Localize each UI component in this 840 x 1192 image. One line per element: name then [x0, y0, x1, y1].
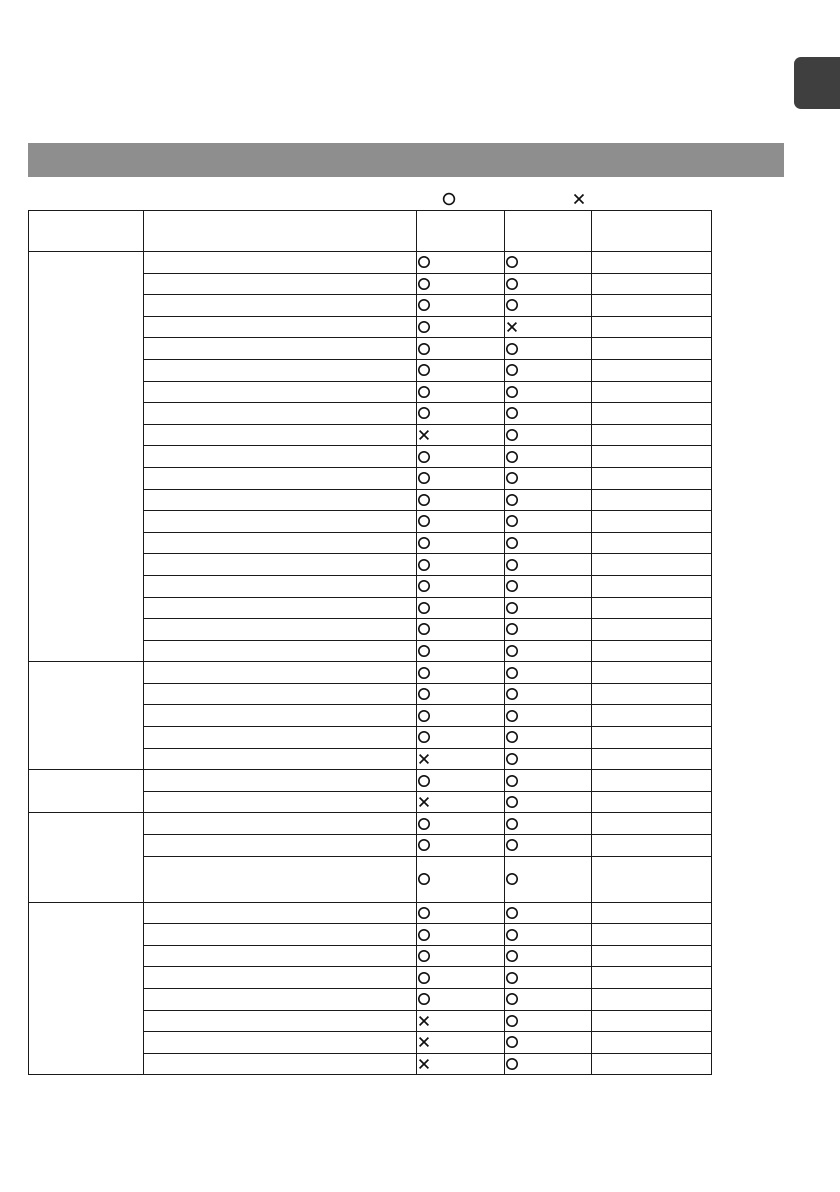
- col2-cell: [505, 727, 592, 749]
- circle-icon: [505, 342, 591, 356]
- feature-cell: [144, 381, 417, 403]
- feature-cell: [144, 1032, 417, 1054]
- note-cell: [592, 511, 712, 533]
- header-category: [29, 211, 144, 252]
- circle-icon: [505, 906, 591, 920]
- col1-cell: [417, 467, 505, 489]
- circle-icon: [417, 872, 504, 886]
- note-cell: [592, 295, 712, 317]
- note-cell: [592, 424, 712, 446]
- col1-cell: [417, 902, 505, 924]
- circle-icon: [505, 622, 591, 636]
- circle-icon: [417, 949, 504, 963]
- note-cell: [592, 446, 712, 468]
- col2-cell: [505, 945, 592, 967]
- col1-cell: [417, 791, 505, 813]
- circle-icon: [505, 971, 591, 985]
- feature-cell: [144, 489, 417, 511]
- col1-cell: [417, 359, 505, 381]
- cross-icon: [417, 752, 504, 766]
- header-col1: [417, 211, 505, 252]
- circle-icon: [417, 666, 504, 680]
- feature-cell: [144, 770, 417, 792]
- col2-cell: [505, 662, 592, 684]
- circle-icon: [417, 514, 504, 528]
- note-cell: [592, 252, 712, 274]
- note-cell: [592, 683, 712, 705]
- col2-cell: [505, 554, 592, 576]
- col1-cell: [417, 424, 505, 446]
- circle-icon: [417, 320, 504, 334]
- col1-cell: [417, 295, 505, 317]
- circle-icon: [505, 601, 591, 615]
- feature-cell: [144, 727, 417, 749]
- cross-icon: [417, 795, 504, 809]
- col1-cell: [417, 446, 505, 468]
- circle-icon: [505, 1014, 591, 1028]
- circle-icon: [417, 342, 504, 356]
- header-note: [592, 211, 712, 252]
- col1-cell: [417, 316, 505, 338]
- note-cell: [592, 924, 712, 946]
- feature-cell: [144, 989, 417, 1011]
- feature-cell: [144, 813, 417, 835]
- table-row: [29, 662, 712, 684]
- cross-icon: [417, 1057, 504, 1071]
- feature-cell: [144, 597, 417, 619]
- col1-cell: [417, 575, 505, 597]
- feature-cell: [144, 467, 417, 489]
- note-cell: [592, 597, 712, 619]
- col2-cell: [505, 575, 592, 597]
- note-cell: [592, 770, 712, 792]
- circle-icon: [505, 385, 591, 399]
- circle-icon: [417, 601, 504, 615]
- col2-cell: [505, 1032, 592, 1054]
- note-cell: [592, 554, 712, 576]
- feature-cell: [144, 967, 417, 989]
- feature-cell: [144, 532, 417, 554]
- note-cell: [592, 273, 712, 295]
- col2-cell: [505, 813, 592, 835]
- note-cell: [592, 381, 712, 403]
- note-cell: [592, 835, 712, 857]
- col1-cell: [417, 683, 505, 705]
- circle-icon: [505, 752, 591, 766]
- legend-available-icon: [441, 191, 457, 207]
- circle-icon: [417, 255, 504, 269]
- circle-icon: [417, 471, 504, 485]
- col1-cell: [417, 662, 505, 684]
- feature-cell: [144, 662, 417, 684]
- col1-cell: [417, 597, 505, 619]
- col1-cell: [417, 489, 505, 511]
- col1-cell: [417, 511, 505, 533]
- note-cell: [592, 856, 712, 902]
- col1-cell: [417, 705, 505, 727]
- circle-icon: [505, 838, 591, 852]
- col2-cell: [505, 381, 592, 403]
- feature-cell: [144, 575, 417, 597]
- feature-cell: [144, 359, 417, 381]
- note-cell: [592, 989, 712, 1011]
- circle-icon: [417, 363, 504, 377]
- circle-icon: [505, 277, 591, 291]
- col1-cell: [417, 252, 505, 274]
- circle-icon: [417, 298, 504, 312]
- col1-cell: [417, 381, 505, 403]
- note-cell: [592, 902, 712, 924]
- col2-cell: [505, 359, 592, 381]
- group-label: [29, 902, 144, 1075]
- circle-icon: [417, 774, 504, 788]
- col2-cell: [505, 748, 592, 770]
- col1-cell: [417, 813, 505, 835]
- circle-icon: [505, 992, 591, 1006]
- col1-cell: [417, 989, 505, 1011]
- table-row: [29, 813, 712, 835]
- col1-cell: [417, 924, 505, 946]
- section-header-bar: [28, 143, 784, 177]
- col1-cell: [417, 273, 505, 295]
- col2-cell: [505, 902, 592, 924]
- circle-icon: [505, 730, 591, 744]
- col1-cell: [417, 1053, 505, 1075]
- feature-cell: [144, 295, 417, 317]
- note-cell: [592, 1010, 712, 1032]
- cross-icon: [417, 1014, 504, 1028]
- note-cell: [592, 619, 712, 641]
- note-cell: [592, 967, 712, 989]
- circle-icon: [505, 1035, 591, 1049]
- note-cell: [592, 640, 712, 662]
- table-row: [29, 902, 712, 924]
- note-cell: [592, 727, 712, 749]
- col1-cell: [417, 856, 505, 902]
- feature-cell: [144, 554, 417, 576]
- note-cell: [592, 359, 712, 381]
- note-cell: [592, 705, 712, 727]
- note-cell: [592, 813, 712, 835]
- feature-cell: [144, 403, 417, 425]
- col2-cell: [505, 338, 592, 360]
- circle-icon: [505, 298, 591, 312]
- feature-cell: [144, 338, 417, 360]
- col1-cell: [417, 338, 505, 360]
- feature-cell: [144, 316, 417, 338]
- feature-cell: [144, 902, 417, 924]
- col2-cell: [505, 683, 592, 705]
- col1-cell: [417, 835, 505, 857]
- feature-cell: [144, 424, 417, 446]
- circle-icon: [417, 579, 504, 593]
- col1-cell: [417, 1032, 505, 1054]
- col1-cell: [417, 532, 505, 554]
- table-header-row: [29, 211, 712, 252]
- feature-cell: [144, 1053, 417, 1075]
- col2-cell: [505, 446, 592, 468]
- header-feature: [144, 211, 417, 252]
- col2-cell: [505, 532, 592, 554]
- circle-icon: [417, 730, 504, 744]
- note-cell: [592, 489, 712, 511]
- col2-cell: [505, 511, 592, 533]
- circle-icon: [417, 838, 504, 852]
- col2-cell: [505, 489, 592, 511]
- circle-icon: [505, 471, 591, 485]
- group-label: [29, 813, 144, 902]
- feature-cell: [144, 619, 417, 641]
- circle-icon: [505, 255, 591, 269]
- circle-icon: [417, 277, 504, 291]
- feature-cell: [144, 856, 417, 902]
- col2-cell: [505, 1053, 592, 1075]
- circle-icon: [417, 817, 504, 831]
- circle-icon: [505, 514, 591, 528]
- cross-icon: [417, 428, 504, 442]
- col2-cell: [505, 856, 592, 902]
- col2-cell: [505, 295, 592, 317]
- circle-icon: [505, 406, 591, 420]
- feature-cell: [144, 748, 417, 770]
- col2-cell: [505, 705, 592, 727]
- circle-icon: [505, 428, 591, 442]
- circle-icon: [417, 644, 504, 658]
- circle-icon: [417, 385, 504, 399]
- feature-cell: [144, 924, 417, 946]
- legend-unavailable-icon: [571, 191, 587, 207]
- group-label: [29, 770, 144, 813]
- circle-icon: [505, 687, 591, 701]
- circle-icon: [417, 406, 504, 420]
- circle-icon: [505, 450, 591, 464]
- feature-cell: [144, 835, 417, 857]
- circle-icon: [417, 906, 504, 920]
- col1-cell: [417, 945, 505, 967]
- col1-cell: [417, 554, 505, 576]
- col1-cell: [417, 748, 505, 770]
- circle-icon: [505, 579, 591, 593]
- note-cell: [592, 467, 712, 489]
- feature-cell: [144, 252, 417, 274]
- feature-cell: [144, 1010, 417, 1032]
- col1-cell: [417, 727, 505, 749]
- col1-cell: [417, 1010, 505, 1032]
- circle-icon: [505, 872, 591, 886]
- circle-icon: [505, 493, 591, 507]
- group-label: [29, 662, 144, 770]
- feature-cell: [144, 511, 417, 533]
- note-cell: [592, 532, 712, 554]
- feature-cell: [144, 945, 417, 967]
- col2-cell: [505, 924, 592, 946]
- compatibility-table: [28, 210, 712, 1075]
- feature-cell: [144, 791, 417, 813]
- col2-cell: [505, 467, 592, 489]
- circle-icon: [417, 971, 504, 985]
- col2-cell: [505, 770, 592, 792]
- circle-icon: [417, 450, 504, 464]
- chapter-tab: [794, 57, 840, 109]
- note-cell: [592, 662, 712, 684]
- circle-icon: [505, 709, 591, 723]
- col2-cell: [505, 1010, 592, 1032]
- circle-icon: [417, 622, 504, 636]
- circle-icon: [417, 928, 504, 942]
- col2-cell: [505, 273, 592, 295]
- col1-cell: [417, 640, 505, 662]
- col1-cell: [417, 403, 505, 425]
- note-cell: [592, 1053, 712, 1075]
- table-row: [29, 252, 712, 274]
- col1-cell: [417, 619, 505, 641]
- col2-cell: [505, 967, 592, 989]
- circle-icon: [505, 928, 591, 942]
- col2-cell: [505, 424, 592, 446]
- circle-icon: [505, 949, 591, 963]
- header-col2: [505, 211, 592, 252]
- feature-cell: [144, 705, 417, 727]
- circle-icon: [417, 992, 504, 1006]
- table-row: [29, 770, 712, 792]
- cross-icon: [505, 320, 591, 334]
- note-cell: [592, 791, 712, 813]
- feature-cell: [144, 273, 417, 295]
- circle-icon: [505, 774, 591, 788]
- circle-icon: [505, 817, 591, 831]
- note-cell: [592, 316, 712, 338]
- col2-cell: [505, 619, 592, 641]
- circle-icon: [417, 493, 504, 507]
- circle-icon: [505, 558, 591, 572]
- circle-icon: [417, 709, 504, 723]
- note-cell: [592, 575, 712, 597]
- circle-icon: [505, 644, 591, 658]
- circle-icon: [417, 558, 504, 572]
- circle-icon: [505, 363, 591, 377]
- note-cell: [592, 748, 712, 770]
- feature-cell: [144, 640, 417, 662]
- note-cell: [592, 1032, 712, 1054]
- feature-cell: [144, 446, 417, 468]
- circle-icon: [417, 687, 504, 701]
- col2-cell: [505, 791, 592, 813]
- col2-cell: [505, 989, 592, 1011]
- note-cell: [592, 338, 712, 360]
- circle-icon: [505, 666, 591, 680]
- col2-cell: [505, 316, 592, 338]
- circle-icon: [505, 795, 591, 809]
- circle-icon: [505, 536, 591, 550]
- col2-cell: [505, 640, 592, 662]
- note-cell: [592, 403, 712, 425]
- circle-icon: [505, 1057, 591, 1071]
- circle-icon: [417, 536, 504, 550]
- col2-cell: [505, 252, 592, 274]
- note-cell: [592, 945, 712, 967]
- group-label: [29, 252, 144, 662]
- col2-cell: [505, 403, 592, 425]
- cross-icon: [417, 1035, 504, 1049]
- col2-cell: [505, 835, 592, 857]
- col1-cell: [417, 967, 505, 989]
- col1-cell: [417, 770, 505, 792]
- col2-cell: [505, 597, 592, 619]
- feature-cell: [144, 683, 417, 705]
